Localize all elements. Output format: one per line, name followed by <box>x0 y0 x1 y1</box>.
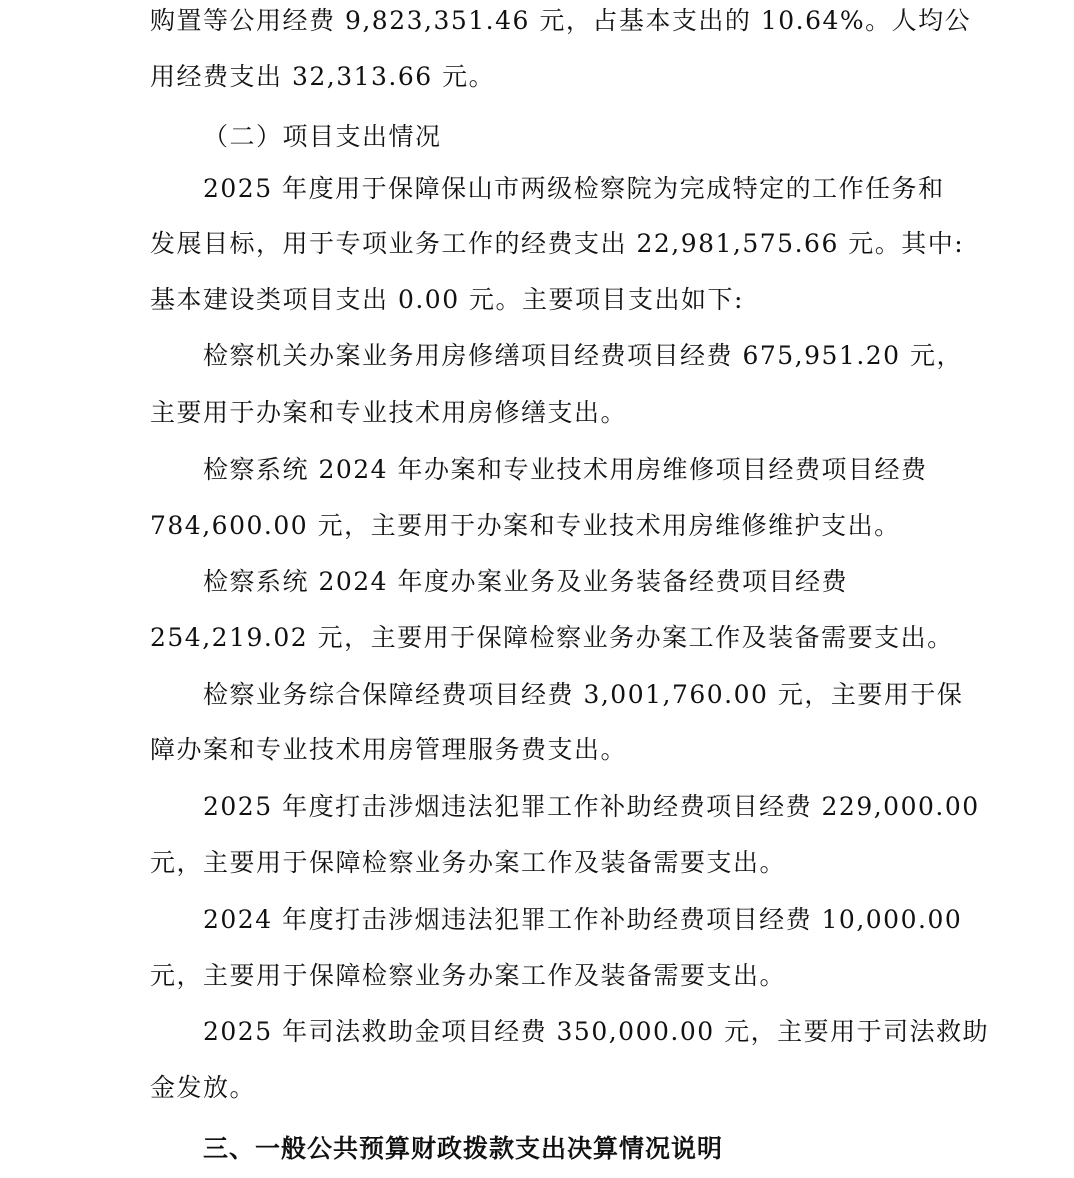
paragraph-line: 2025 年度打击涉烟违法犯罪工作补助经费项目经费 229,000.00 <box>203 792 980 821</box>
paragraph-line: 254,219.02 元，主要用于保障检察业务办案工作及装备需要支出。 <box>150 623 954 652</box>
paragraph-line: 元，主要用于保障检察业务办案工作及装备需要支出。 <box>150 848 787 877</box>
paragraph-line: 基本建设类项目支出 0.00 元。主要项目支出如下: <box>150 285 744 314</box>
paragraph-line: 784,600.00 元，主要用于办案和专业技术用房维修维护支出。 <box>150 511 901 540</box>
paragraph-line: 主要用于办案和专业技术用房修缮支出。 <box>150 398 628 427</box>
paragraph-line: 元，主要用于保障检察业务办案工作及装备需要支出。 <box>150 961 787 990</box>
paragraph-line: 发展目标，用于专项业务工作的经费支出 22,981,575.66 元。其中: <box>150 229 965 258</box>
paragraph-line: 2025 年度用于保障保山市两级检察院为完成特定的工作任务和 <box>203 174 945 203</box>
paragraph-line: 检察机关办案业务用房修缮项目经费项目经费 675,951.20 元， <box>203 341 964 370</box>
section-heading: 三、一般公共预算财政拨款支出决算情况说明 <box>203 1134 724 1163</box>
paragraph-line: 购置等公用经费 9,823,351.46 元，占基本支出的 10.64%。人均公 <box>150 6 972 35</box>
paragraph-line: 检察系统 2024 年办案和专业技术用房维修项目经费项目经费 <box>203 455 928 484</box>
paragraph-line: 金发放。 <box>150 1073 257 1102</box>
paragraph-line: 2025 年司法救助金项目经费 350,000.00 元，主要用于司法救助 <box>203 1017 990 1046</box>
paragraph-line: 障办案和专业技术用房管理服务费支出。 <box>150 735 628 764</box>
paragraph-line: 2024 年度打击涉烟违法犯罪工作补助经费项目经费 10,000.00 <box>203 905 963 934</box>
paragraph-line: 检察系统 2024 年度办案业务及业务装备经费项目经费 <box>203 567 849 596</box>
section-subheading: （二）项目支出情况 <box>203 122 442 151</box>
paragraph-line: 用经费支出 32,313.66 元。 <box>150 62 496 91</box>
paragraph-line: 检察业务综合保障经费项目经费 3,001,760.00 元，主要用于保 <box>203 680 964 709</box>
